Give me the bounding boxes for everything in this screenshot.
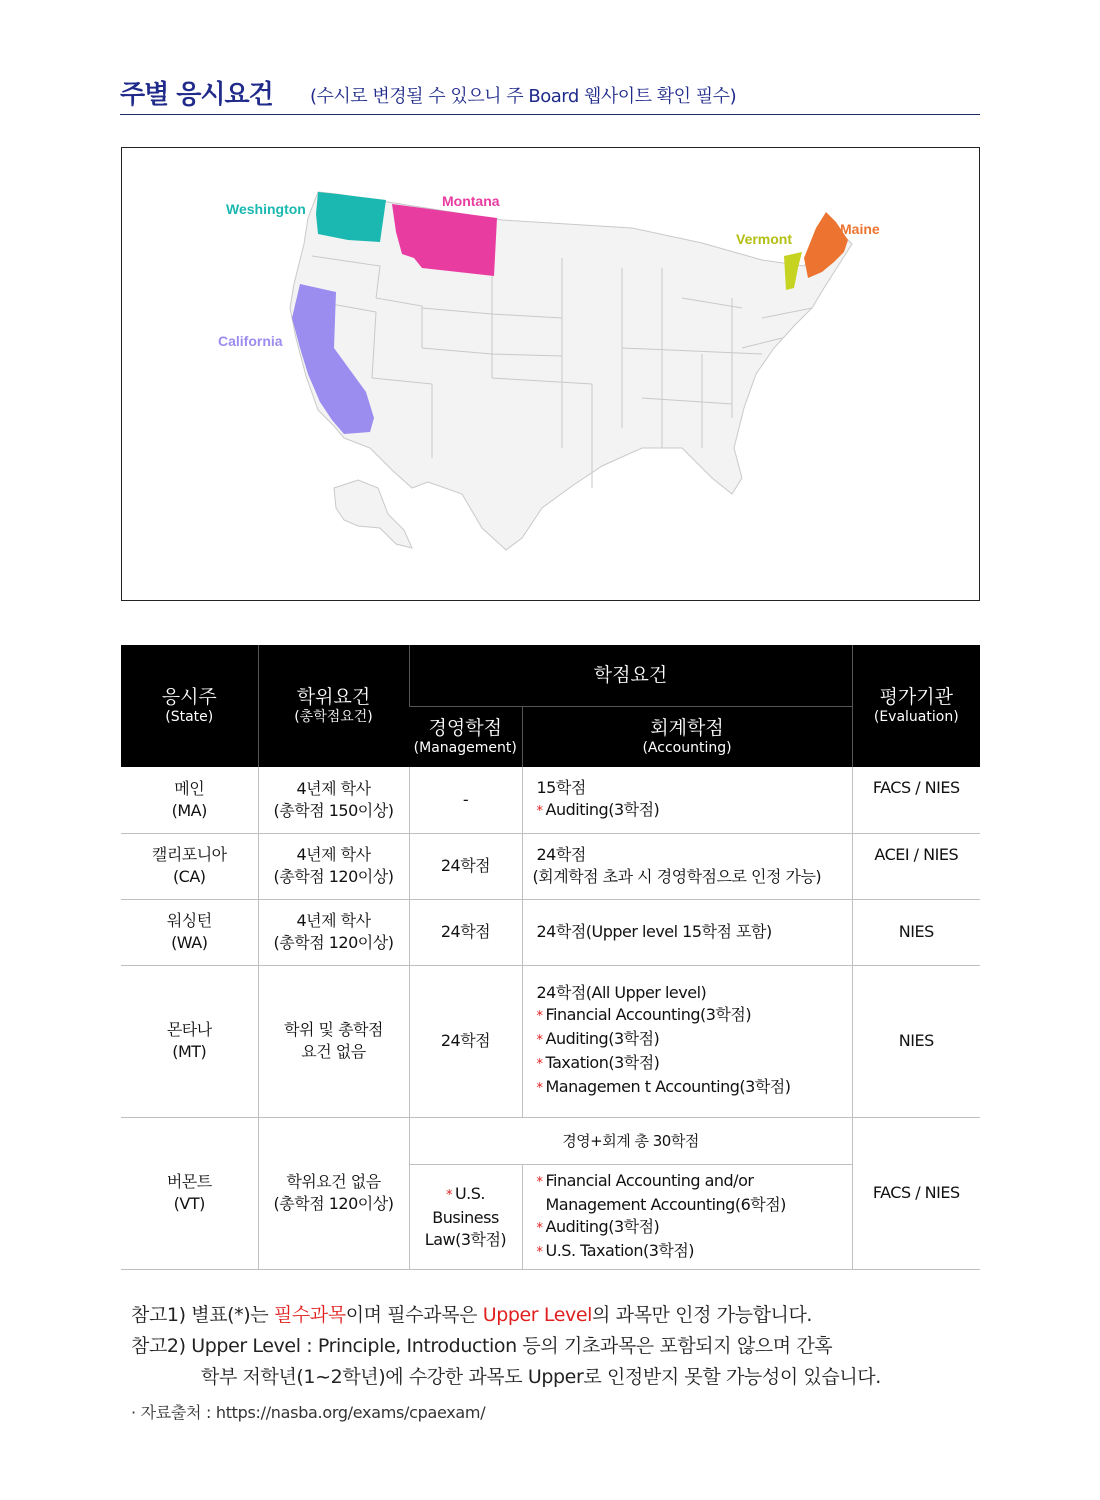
header-degree: 학위요건 (총학점요건) [258, 645, 409, 767]
note-1: 참고1) 별표(*)는 필수과목이며 필수과목은 Upper Level의 과목만 인정 가능합니다. [131, 1304, 813, 1326]
label-california: California [218, 333, 283, 349]
page-title: 주별 응시요건 [120, 80, 273, 110]
label-maine: Maine [840, 221, 880, 237]
note-2: 참고2) Upper Level : Principle, Introduction 등의 기초과목은 포함되지 않으며 간혹 학부 저학년(1~2학년)에 수강한 과목도 Upper로 인정받지 못할 가능성이 있습니다. [131, 1335, 881, 1388]
table-row: 워싱턴 (WA) 4년제 학사 (총학점 120이상) 24학점 24학점(Upper level 15학점 포함) NIES [121, 899, 980, 965]
label-montana: Montana [442, 193, 500, 209]
table-row: 버몬트 (VT) 학위요건 없음 (총학점 120이상) 경영+회계 총 30학점 FACS / NIES [121, 1117, 980, 1164]
requirements-table [121, 645, 980, 1270]
alaska [334, 480, 412, 548]
header-management: 경영학점 (Management) [409, 706, 522, 767]
label-washington: Weshington [226, 201, 306, 217]
page-header [120, 70, 980, 115]
label-vermont: Vermont [736, 231, 793, 247]
table-header-row [121, 645, 980, 706]
header-state: 응시주 (State) [121, 645, 258, 767]
us-map [122, 148, 979, 600]
notes-section [131, 1300, 981, 1393]
us-map-box [121, 147, 980, 601]
table-row: * U.S. Business Law(3학점) * Financial Accounting and/or Management Accounting(6학점) * Auditing(3학점) * U.S. Taxation(3학점) [121, 1164, 980, 1269]
page-subtitle: (수시로 변경될 수 있으니 주 Board 웹사이트 확인 필수) [310, 86, 737, 107]
table-row: 캘리포니아 (CA) 4년제 학사 (총학점 120이상) 24학점 24학점 (회계학점 초과 시 경영학점으로 인정 가능) ACEI / NIES [121, 833, 980, 899]
header-credit: 학점요건 [409, 645, 852, 706]
table-row: 메인 (MA) 4년제 학사 (총학점 150이상) - 15학점 * Auditing(3학점) FACS / NIES [121, 767, 980, 833]
washington-shape [316, 192, 386, 242]
header-evaluation: 평가기관 (Evaluation) [852, 645, 980, 767]
header-accounting: 회계학점 (Accounting) [522, 706, 852, 767]
table-row: 몬타나 (MT) 학위 및 총학점 요건 없음 24학점 24학점(All Upper level) * Financial Accounting(3학점) * Auditing(3학점) * Taxation(3학점) * Managemen t Accounting(3학점) NIES [121, 965, 980, 1117]
source-citation: · 자료출처 : https://nasba.org/exams/cpaexam/ [131, 1403, 486, 1422]
